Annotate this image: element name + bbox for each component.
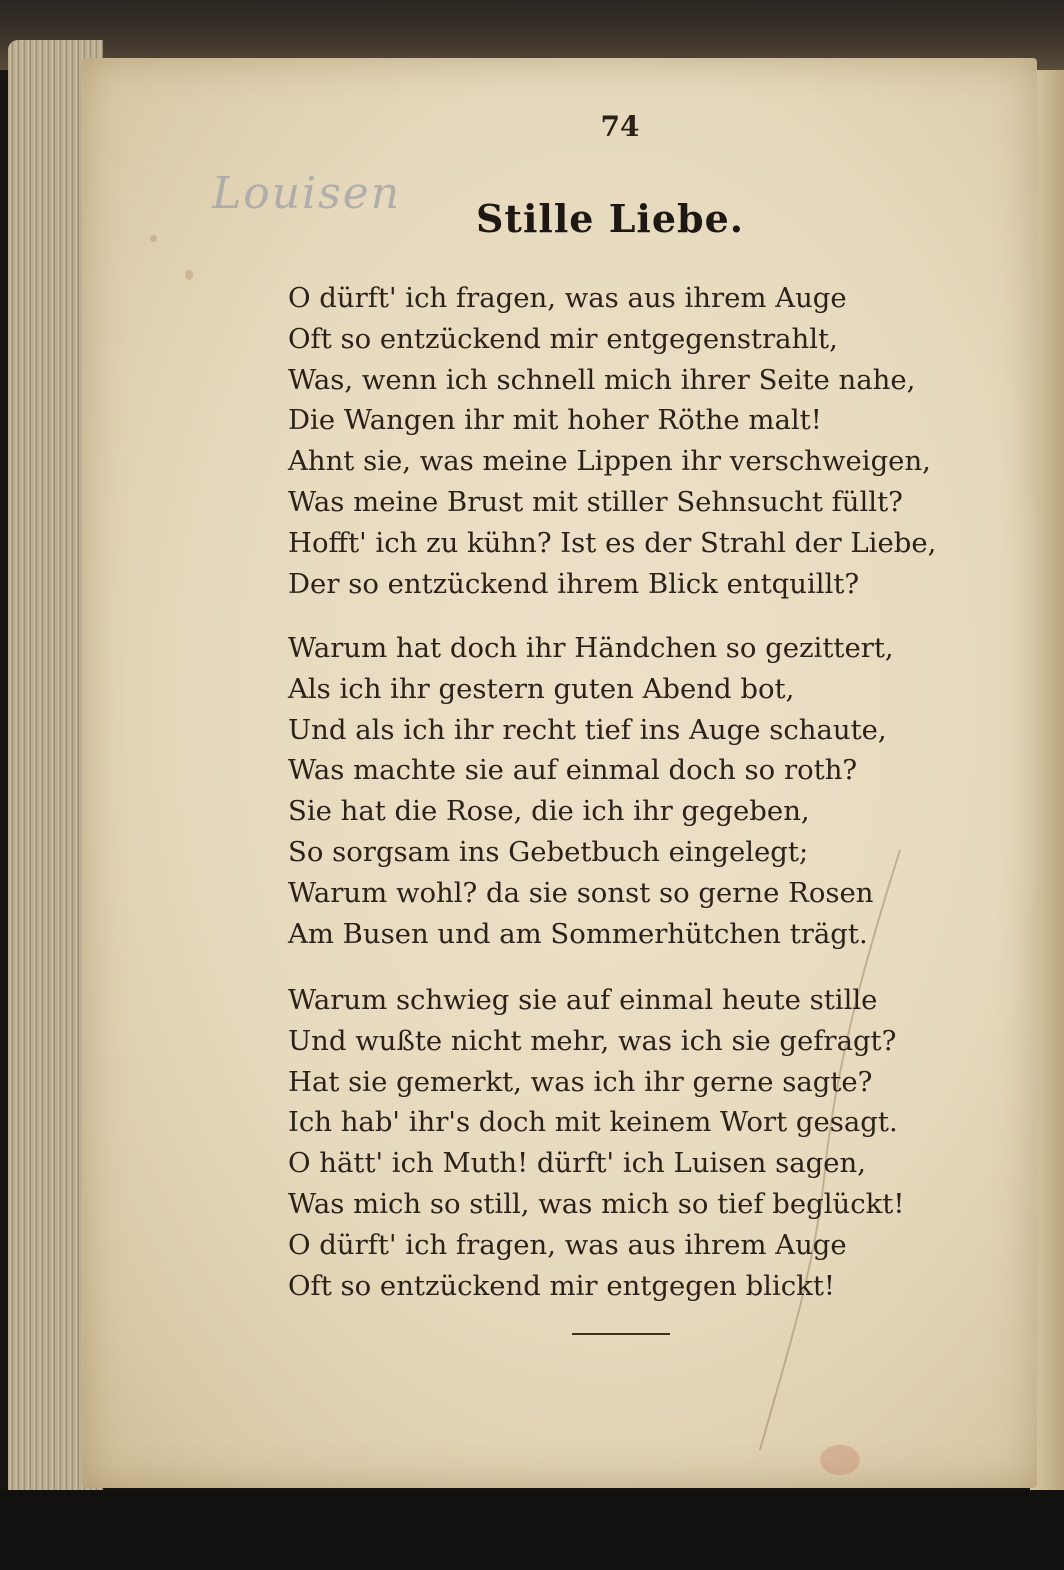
poem-line: Hat sie gemerkt, was ich ihr gerne sagte?	[288, 1065, 873, 1098]
foxing-stain	[185, 270, 193, 280]
stanza-2	[288, 628, 1008, 954]
poem-line: Am Busen und am Sommerhütchen trägt.	[288, 917, 868, 950]
poem-line: O hätt' ich Muth! dürft' ich Luisen sagen,	[288, 1147, 866, 1180]
poem-line: Sie hat die Rose, die ich ihr gegeben,	[288, 795, 810, 828]
poem-line: Der so entzückend ihrem Blick entquillt?	[288, 567, 860, 600]
poem-line: Ahnt sie, was meine Lippen ihr verschweigen,	[288, 445, 931, 478]
poem-line: Warum hat doch ihr Händchen so gezittert,	[288, 632, 894, 664]
poem-line: Als ich ihr gestern guten Abend bot,	[288, 672, 795, 705]
poem-line: Oft so entzückend mir entgegenstrahlt,	[288, 322, 838, 355]
foxing-stain	[150, 235, 157, 242]
end-divider	[572, 1333, 670, 1335]
poem-line: Was machte sie auf einmal doch so roth?	[288, 754, 858, 787]
poem-line: Hofft' ich zu kühn? Ist es der Strahl der Liebe,	[288, 526, 937, 559]
page-number: 74	[600, 110, 640, 143]
poem-line: Und als ich ihr recht tief ins Auge schaute,	[288, 713, 887, 746]
poem-line: Ich hab' ihr's doch mit keinem Wort gesagt.	[288, 1106, 898, 1139]
poem-line: Was, wenn ich schnell mich ihrer Seite nahe,	[288, 363, 916, 396]
foxing-stain	[820, 1445, 860, 1475]
poem-line: O dürft' ich fragen, was aus ihrem Auge	[288, 282, 847, 314]
scan-background	[0, 1490, 1064, 1570]
poem-line: Warum schwieg sie auf einmal heute stille	[288, 984, 878, 1016]
poem-line: Oft so entzückend mir entgegen blickt!	[288, 1269, 835, 1302]
poem-line: O dürft' ich fragen, was aus ihrem Auge	[288, 1228, 847, 1261]
pencil-annotation: Louisen	[212, 168, 402, 219]
poem-line: Was mich so still, was mich so tief beglückt!	[288, 1187, 905, 1220]
stanza-1	[288, 278, 1008, 604]
poem-line: Was meine Brust mit stiller Sehnsucht füllt?	[288, 485, 903, 518]
stanza-3	[288, 980, 1008, 1306]
poem-line: Und wußte nicht mehr, was ich sie gefragt?	[288, 1024, 897, 1057]
poem-title: Stille Liebe.	[475, 196, 744, 241]
poem-line: So sorgsam ins Gebetbuch eingelegt;	[288, 835, 809, 868]
poem-line: Die Wangen ihr mit hoher Röthe malt!	[288, 404, 822, 437]
poem-line: Warum wohl? da sie sonst so gerne Rosen	[288, 876, 874, 909]
